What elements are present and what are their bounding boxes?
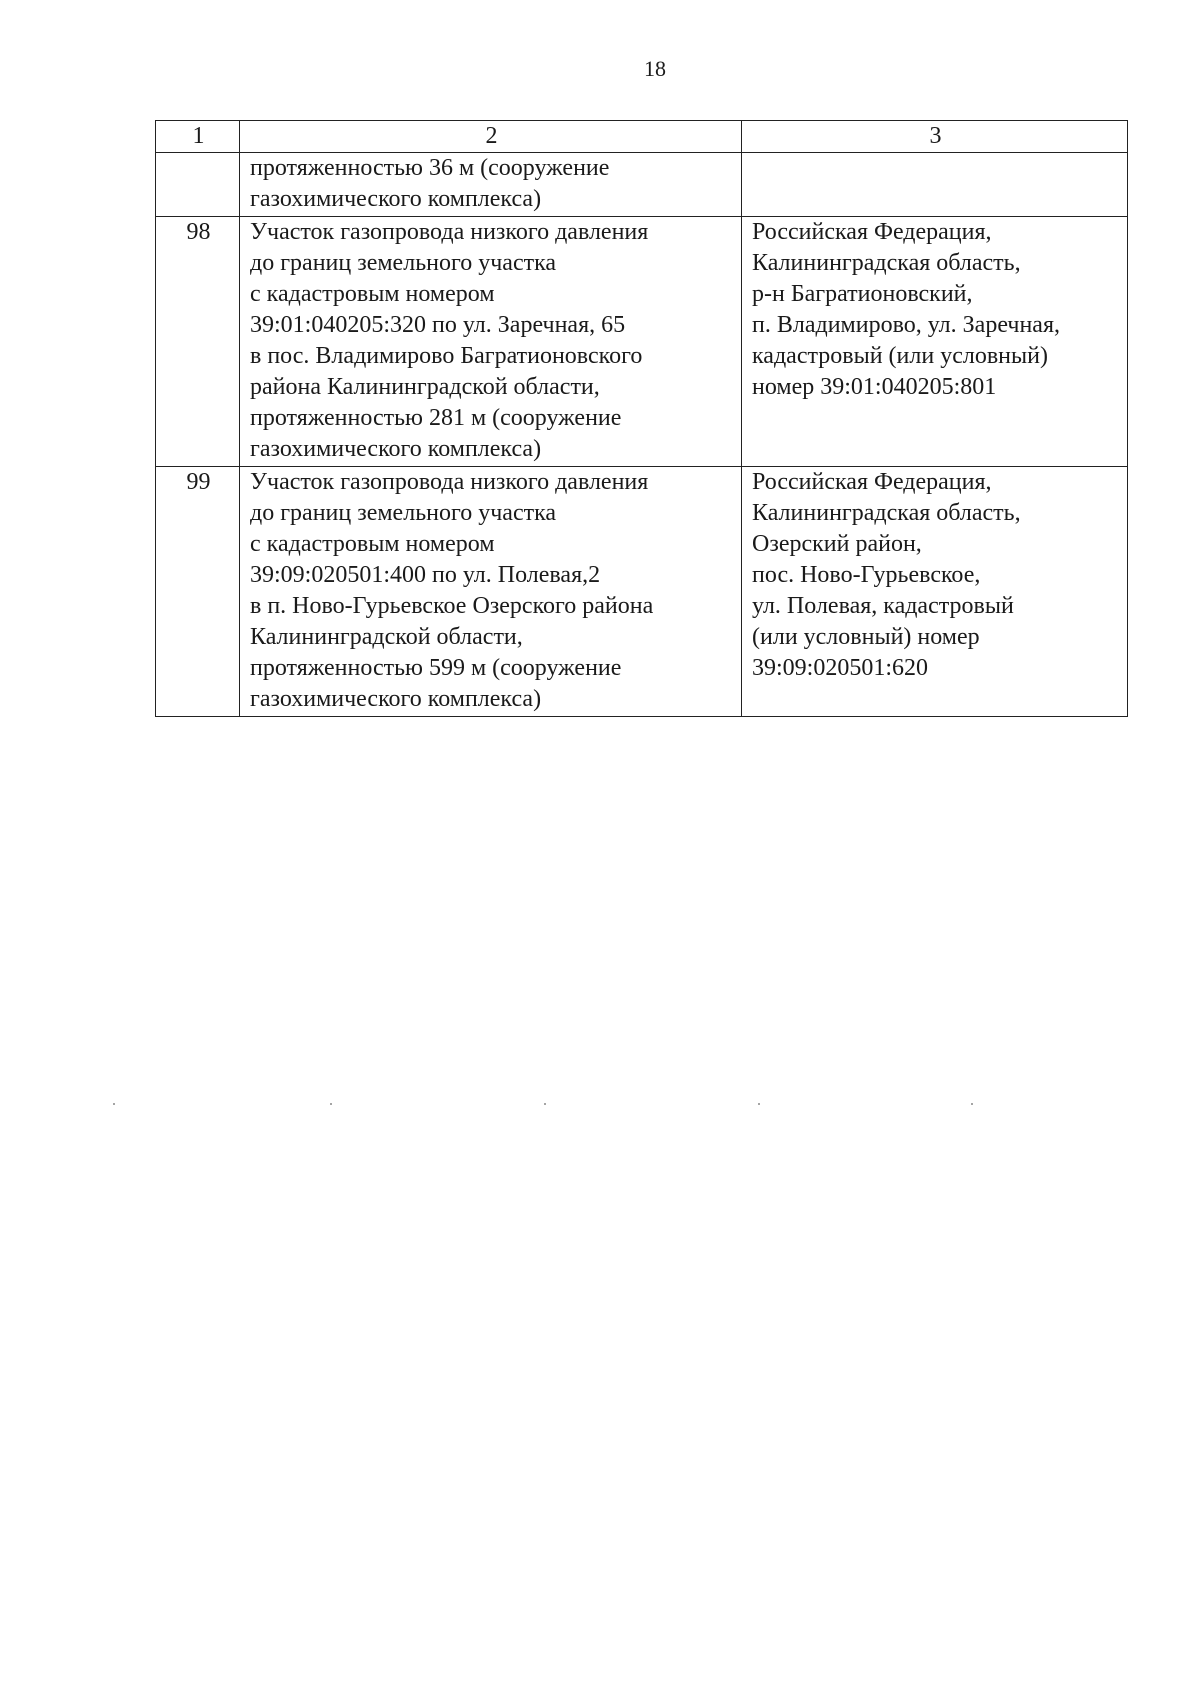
registry-table	[155, 120, 1128, 717]
text-line: 39:09:020501:400 по ул. Полевая,2	[250, 562, 601, 588]
text-line: протяженностью 599 м (сооружение	[250, 655, 622, 681]
text-line: п. Владимирово, ул. Заречная,	[752, 312, 1060, 338]
column-header-address: 3	[742, 121, 1128, 153]
text-line: 39:01:040205:320 по ул. Заречная, 65	[250, 312, 626, 338]
object-address	[742, 217, 1128, 467]
table-row	[156, 153, 1128, 217]
text-line: с кадастровым номером	[250, 281, 495, 307]
text-line: кадастровый (или условный)	[752, 343, 1048, 369]
scan-speck	[330, 1103, 332, 1105]
object-address	[742, 467, 1128, 717]
text-line: ул. Полевая, кадастровый	[752, 593, 1014, 619]
text-line: Калининградская область,	[752, 500, 1021, 526]
page-number: 18	[644, 56, 666, 81]
text-line: Калининградская область,	[752, 250, 1021, 276]
scan-speck	[544, 1103, 546, 1105]
object-description	[240, 467, 742, 717]
text-line: в п. Ново-Гурьевское Озерского района	[250, 593, 654, 619]
object-description	[240, 153, 742, 217]
text-line: Участок газопровода низкого давления	[250, 219, 649, 245]
scan-speckles	[0, 1103, 1200, 1107]
text-line: газохимического комплекса)	[250, 436, 542, 462]
scan-speck	[758, 1103, 760, 1105]
row-number: 98	[156, 217, 240, 467]
text-line: 39:09:020501:620	[752, 655, 929, 681]
table-row	[156, 217, 1128, 467]
text-line: Российская Федерация,	[752, 469, 992, 495]
text-line: пос. Ново-Гурьевское,	[752, 562, 981, 588]
text-line: Участок газопровода низкого давления	[250, 469, 649, 495]
row-number	[156, 153, 240, 217]
text-line: газохимического комплекса)	[250, 186, 542, 212]
text-line: до границ земельного участка	[250, 250, 557, 276]
scan-speck	[971, 1103, 973, 1105]
text-line: протяженностью 36 м (сооружение	[250, 155, 610, 181]
table-row	[156, 467, 1128, 717]
text-line: номер 39:01:040205:801	[752, 374, 997, 400]
scan-speck	[113, 1103, 115, 1105]
row-number: 99	[156, 467, 240, 717]
text-line: газохимического комплекса)	[250, 686, 542, 712]
text-line: (или условный) номер	[752, 624, 980, 650]
text-line: до границ земельного участка	[250, 500, 557, 526]
table-header-row	[156, 121, 1128, 153]
column-header-number: 1	[156, 121, 240, 153]
object-description	[240, 217, 742, 467]
text-line: с кадастровым номером	[250, 531, 495, 557]
text-line: района Калининградской области,	[250, 374, 600, 400]
text-line: Российская Федерация,	[752, 219, 992, 245]
text-line: протяженностью 281 м (сооружение	[250, 405, 622, 431]
column-header-object: 2	[240, 121, 742, 153]
text-line: Калининградской области,	[250, 624, 523, 650]
object-address	[742, 153, 1128, 217]
text-line: в пос. Владимирово Багратионовского	[250, 343, 643, 369]
text-line: Озерский район,	[752, 531, 922, 557]
text-line: р-н Багратионовский,	[752, 281, 973, 307]
